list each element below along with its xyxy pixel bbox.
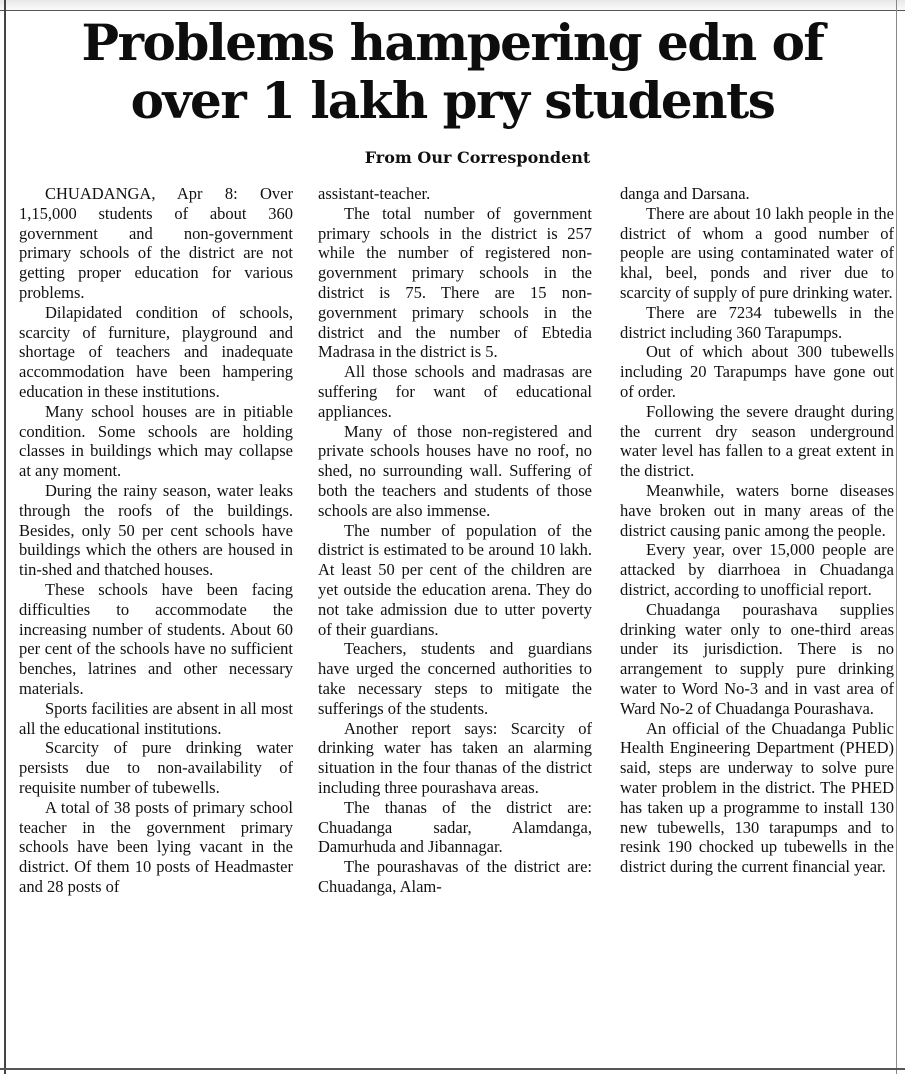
paragraph: Chuadanga pourashava supplies drinking water only to one-third areas under its jurisdiction. There is no arrangement to supply pure drinking water to Word No-3 and in vast area of Ward No-2 of Chuadanga Pourashava. <box>620 599 894 718</box>
page-right-border <box>896 0 897 1074</box>
page-bottom-border <box>0 1068 905 1070</box>
paragraph: Meanwhile, waters borne diseases have broken out in many areas of the district causing panic among the people. <box>620 480 894 540</box>
paragraph: Every year, over 15,000 people are attacked by diarrhoea in Chuadanga district, according to unofficial report. <box>620 540 894 599</box>
paragraph: The thanas of the district are: Chuadanga sadar, Alamdanga, Damurhuda and Jibannagar. <box>318 797 592 857</box>
paragraph: There are about 10 lakh people in the district of whom a good number of people are using contaminated water of khal, beel, ponds and river due to scarcity of supply of pure drinking water. <box>620 203 894 302</box>
paragraph-continued: danga and Darsana. <box>620 184 750 203</box>
paragraph: CHUADANGA, Apr 8: Over 1,15,000 students of about 360 government and non-government primary schools of the district are not getting proper education for various problems. <box>19 184 293 302</box>
paragraph: The pourashavas of the district are: Chuadanga, Alam- <box>318 857 592 896</box>
paragraph: The number of population of the district is estimated to be around 10 lakh. At least 50 per cent of the children are yet outside the education arena. They do not take admission due to utter poverty of their guardians. <box>318 520 592 639</box>
paragraph: Sports facilities are absent in all most all the educational institutions. <box>19 698 293 738</box>
paragraph: Dilapidated condition of schools, scarcity of furniture, playground and shortage of teachers and inadequate accommodation have been hampering education in these institutions. <box>19 302 293 401</box>
paragraph: Out of which about 300 tubewells including 20 Tarapumps have gone out of order. <box>620 342 894 401</box>
paragraph: Many of those non-registered and private schools houses have no roof, no shed, no surrounding wall. Suffering of both the teachers and students of those schools are also immense. <box>318 421 592 520</box>
paragraph-continued: assistant-teacher. <box>318 184 431 203</box>
paragraph: There are 7234 tubewells in the district including 360 Tarapumps. <box>620 302 894 342</box>
paragraph: Teachers, students and guardians have urged the concerned authorities to take necessary steps to mitigate the sufferings of the students. <box>318 639 592 718</box>
paragraph: The total number of government primary schools in the district is 257 while the number of registered non-government primary schools in the district is 75. There are 15 non-government primary schools in the district and the number of Ebtedia Madrasa in the district is 5. <box>318 203 592 362</box>
page-top-border <box>0 0 905 11</box>
paragraph: Another report says: Scarcity of drinking water has taken an alarming situation in the four thanas of the district including three pourashava areas. <box>318 718 592 797</box>
paragraph: These schools have been facing difficulties to accommodate the increasing number of students. About 60 per cent of the schools have no sufficient benches, latrines and other necessary materials. <box>19 579 293 698</box>
article-column-2 <box>318 184 592 897</box>
headline: Problems hampering edn of over 1 lakh pry students <box>81 13 824 130</box>
paragraph: An official of the Chuadanga Public Health Engineering Department (PHED) said, steps are underway to solve pure water problem in the district. The PHED has taken up a programme to install 130 new tubewells, 130 tarapumps and to resink 190 chocked up tubewells in the district during the current financial year. <box>620 718 894 877</box>
byline: From Our Correspondent <box>364 148 591 167</box>
paragraph: During the rainy season, water leaks through the roofs of the buildings. Besides, only 50 per cent schools have buildings which the others are housed in tin-shed and thatched houses. <box>19 480 293 580</box>
paragraph: Many school houses are in pitiable condition. Some schools are holding classes in buildings which may collapse at any moment. <box>19 401 293 481</box>
paragraph: A total of 38 posts of primary school teacher in the government primary schools have been lying vacant in the district. Of them 10 posts of Headmaster and 28 posts of <box>19 797 293 896</box>
article-column-3 <box>620 184 894 877</box>
article-column-1 <box>19 184 293 897</box>
paragraph: All those schools and madrasas are suffering for want of educational appliances. <box>318 362 592 421</box>
page-left-border <box>4 0 6 1074</box>
paragraph: Following the severe draught during the current dry season underground water level has fallen to a great extent in the district. <box>620 401 894 481</box>
paragraph: Scarcity of pure drinking water persists due to non-availability of requisite number of tubewells. <box>19 738 293 797</box>
